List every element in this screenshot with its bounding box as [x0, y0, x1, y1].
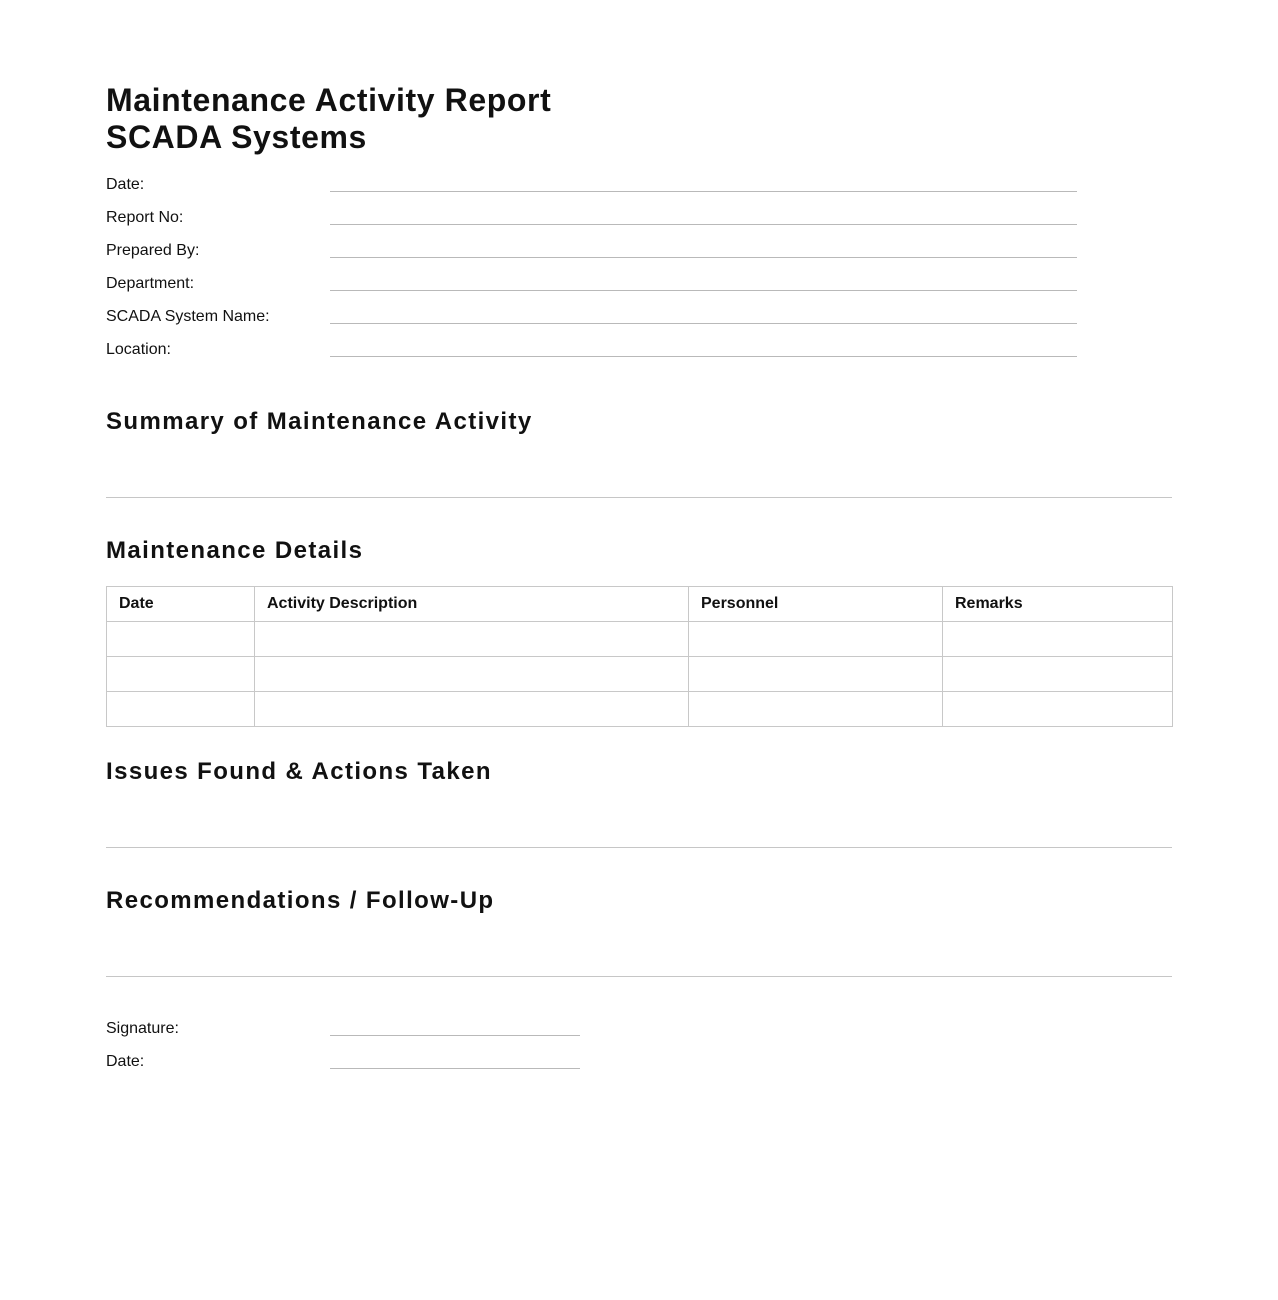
prepared-by-field [106, 240, 1172, 273]
table-cell[interactable] [255, 622, 689, 657]
issues-heading: Issues Found & Actions Taken [106, 758, 492, 785]
signature-label: Signature: [106, 1020, 179, 1037]
system-name-field [106, 306, 1172, 339]
table-cell[interactable] [255, 692, 689, 727]
date-label: Date: [106, 176, 145, 193]
recommendations-rule [106, 976, 1172, 977]
report-no-input-line[interactable] [330, 224, 1077, 225]
system-name-label: SCADA System Name: [106, 308, 270, 325]
table-header-row [107, 587, 1173, 622]
table-row [107, 657, 1173, 692]
table-cell[interactable] [255, 657, 689, 692]
table-cell[interactable] [943, 657, 1173, 692]
issues-rule [106, 847, 1172, 848]
table-row [107, 622, 1173, 657]
title-line-2: SCADA Systems [106, 119, 367, 155]
report-info-fields [106, 174, 1172, 372]
table-cell[interactable] [943, 622, 1173, 657]
column-header-remarks: Remarks [943, 587, 1173, 622]
table-cell[interactable] [107, 657, 255, 692]
summary-heading: Summary of Maintenance Activity [106, 408, 533, 435]
table-cell[interactable] [689, 692, 943, 727]
department-field [106, 273, 1172, 306]
report-no-field [106, 207, 1172, 240]
table-cell[interactable] [689, 622, 943, 657]
location-input-line[interactable] [330, 356, 1077, 357]
table-row [107, 692, 1173, 727]
table-cell[interactable] [107, 622, 255, 657]
location-label: Location: [106, 341, 171, 358]
table-cell[interactable] [107, 692, 255, 727]
prepared-by-input-line[interactable] [330, 257, 1077, 258]
column-header-date: Date [107, 587, 255, 622]
signoff-date-input-line[interactable] [330, 1068, 580, 1069]
department-input-line[interactable] [330, 290, 1077, 291]
date-input-line[interactable] [330, 191, 1077, 192]
location-field [106, 339, 1172, 372]
column-header-personnel: Personnel [689, 587, 943, 622]
details-heading: Maintenance Details [106, 537, 364, 564]
table-cell[interactable] [943, 692, 1173, 727]
signoff-date-label: Date: [106, 1053, 145, 1070]
date-field [106, 174, 1172, 207]
signature-input-line[interactable] [330, 1035, 580, 1036]
report-document [106, 82, 1172, 1070]
signoff-date-field [106, 1051, 606, 1084]
maintenance-details-table [106, 586, 1173, 727]
summary-rule [106, 497, 1172, 498]
prepared-by-label: Prepared By: [106, 242, 200, 259]
recommendations-heading: Recommendations / Follow-Up [106, 887, 495, 914]
signature-field [106, 1018, 606, 1051]
report-no-label: Report No: [106, 209, 184, 226]
system-name-input-line[interactable] [330, 323, 1077, 324]
report-title [106, 82, 1172, 156]
title-line-1: Maintenance Activity Report [106, 82, 552, 118]
table-cell[interactable] [689, 657, 943, 692]
column-header-activity-description: Activity Description [255, 587, 689, 622]
department-label: Department: [106, 275, 195, 292]
